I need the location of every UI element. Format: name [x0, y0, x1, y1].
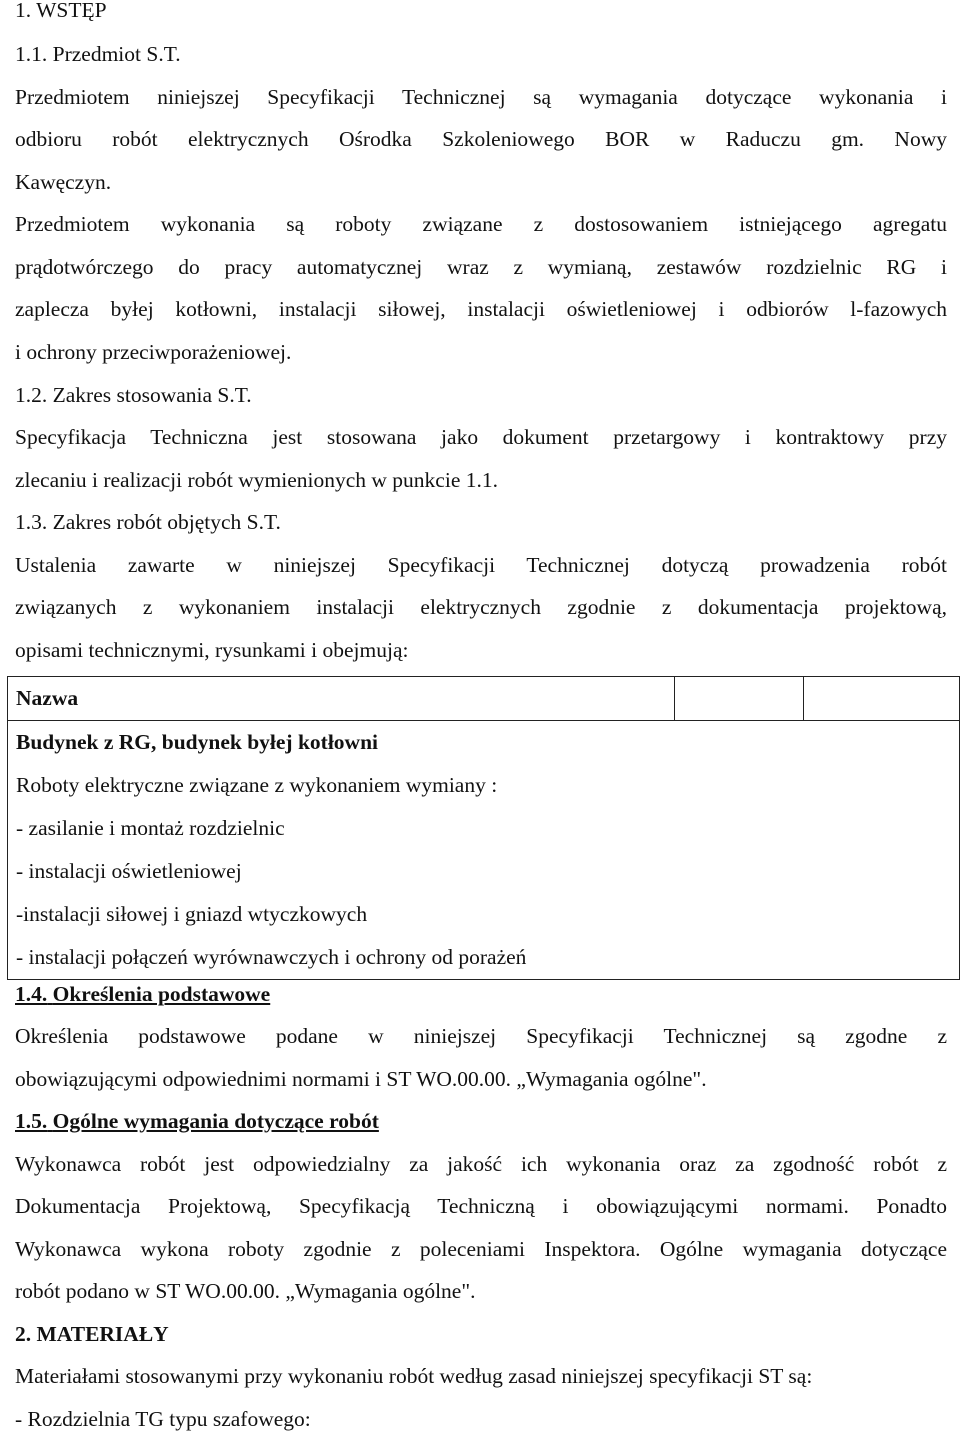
- section-heading-materialy: 2. MATERIAŁY: [15, 1322, 169, 1346]
- table-row-text: - zasilanie i montaż rozdzielnic: [16, 816, 285, 840]
- paragraph-line: Ustalenia zawarte w niniejszej Specyfikacji Technicznej dotyczą prowadzenia robót: [15, 553, 947, 577]
- paragraph-line: i ochrony przeciwporażeniowej.: [15, 340, 292, 364]
- paragraph-line: odbioru robót elektrycznych Ośrodka Szkoleniowego BOR w Raduczu gm. Nowy: [15, 127, 947, 151]
- heading-text: Określenia podstawowe: [52, 982, 271, 1006]
- table-body-cell: [8, 721, 960, 980]
- section-heading-wstep: 1. WSTĘP: [15, 0, 107, 22]
- table-header-name: Nazwa: [16, 686, 79, 710]
- table-row: [8, 721, 960, 980]
- table-empty-cell: [804, 677, 960, 721]
- table-row-text: Roboty elektryczne związane z wykonaniem wymiany :: [16, 773, 498, 797]
- heading-number: 1.4.: [15, 982, 48, 1006]
- scope-table: [7, 676, 960, 980]
- subsection-heading-1-3: 1.3. Zakres robót objętych S.T.: [15, 510, 281, 534]
- subsection-heading-1-2: 1.2. Zakres stosowania S.T.: [15, 383, 252, 407]
- table-row-text: - instalacji oświetleniowej: [16, 859, 242, 883]
- paragraph-line: - Rozdzielnia TG typu szafowego:: [15, 1407, 311, 1431]
- subsection-heading-1-5: [15, 1108, 379, 1134]
- heading-number: 1.5.: [15, 1109, 48, 1133]
- paragraph-line: Przedmiotem wykonania są roboty związane z dostosowaniem istniejącego agregatu: [15, 212, 947, 236]
- heading-text: Ogólne wymagania dotyczące robót: [52, 1109, 379, 1133]
- paragraph-line: robót podano w ST WO.00.00. „Wymagania ogólne".: [15, 1279, 476, 1303]
- paragraph-line: Kawęczyn.: [15, 170, 112, 194]
- paragraph-line: związanych z wykonaniem instalacji elektrycznych zgodnie z dokumentacja projektową,: [15, 595, 947, 619]
- table-row-title: Budynek z RG, budynek byłej kotłowni: [16, 730, 379, 754]
- table-header-cell: [8, 677, 675, 721]
- paragraph-line: zaplecza byłej kotłowni, instalacji siłowej, instalacji oświetleniowej i odbiorów l-fazowych: [15, 297, 947, 321]
- table-header-row: [8, 677, 960, 721]
- paragraph-line: opisami technicznymi, rysunkami i obejmują:: [15, 638, 409, 662]
- paragraph-line: Wykonawca robót jest odpowiedzialny za jakość ich wykonania oraz za zgodność robót z: [15, 1152, 947, 1176]
- paragraph-line: Dokumentacja Projektową, Specyfikacją Techniczną i obowiązującymi normami. Ponadto: [15, 1194, 947, 1218]
- subsection-heading-1-1: 1.1. Przedmiot S.T.: [15, 42, 181, 66]
- paragraph-line: Przedmiotem niniejszej Specyfikacji Technicznej są wymagania dotyczące wykonania i: [15, 85, 947, 109]
- subsection-heading-1-4: [15, 981, 270, 1007]
- paragraph-line: zlecaniu i realizacji robót wymienionych w punkcie 1.1.: [15, 468, 498, 492]
- table-row-text: -instalacji siłowej i gniazd wtyczkowych: [16, 902, 368, 926]
- table-row-text: - instalacji połączeń wyrównawczych i ochrony od porażeń: [16, 945, 527, 969]
- paragraph-line: Określenia podstawowe podane w niniejszej Specyfikacji Technicznej są zgodne z: [15, 1024, 947, 1048]
- paragraph-line: prądotwórczego do pracy automatycznej wraz z wymianą, zestawów rozdzielnic RG i: [15, 255, 947, 279]
- paragraph-line: Specyfikacja Techniczna jest stosowana jako dokument przetargowy i kontraktowy przy: [15, 425, 947, 449]
- paragraph-line: obowiązującymi odpowiednimi normami i ST WO.00.00. „Wymagania ogólne".: [15, 1067, 707, 1091]
- table-empty-cell: [675, 677, 804, 721]
- paragraph-line: Materiałami stosowanymi przy wykonaniu robót według zasad niniejszej specyfikacji ST są:: [15, 1364, 813, 1388]
- paragraph-line: Wykonawca wykona roboty zgodnie z poleceniami Inspektora. Ogólne wymagania dotyczące: [15, 1237, 947, 1261]
